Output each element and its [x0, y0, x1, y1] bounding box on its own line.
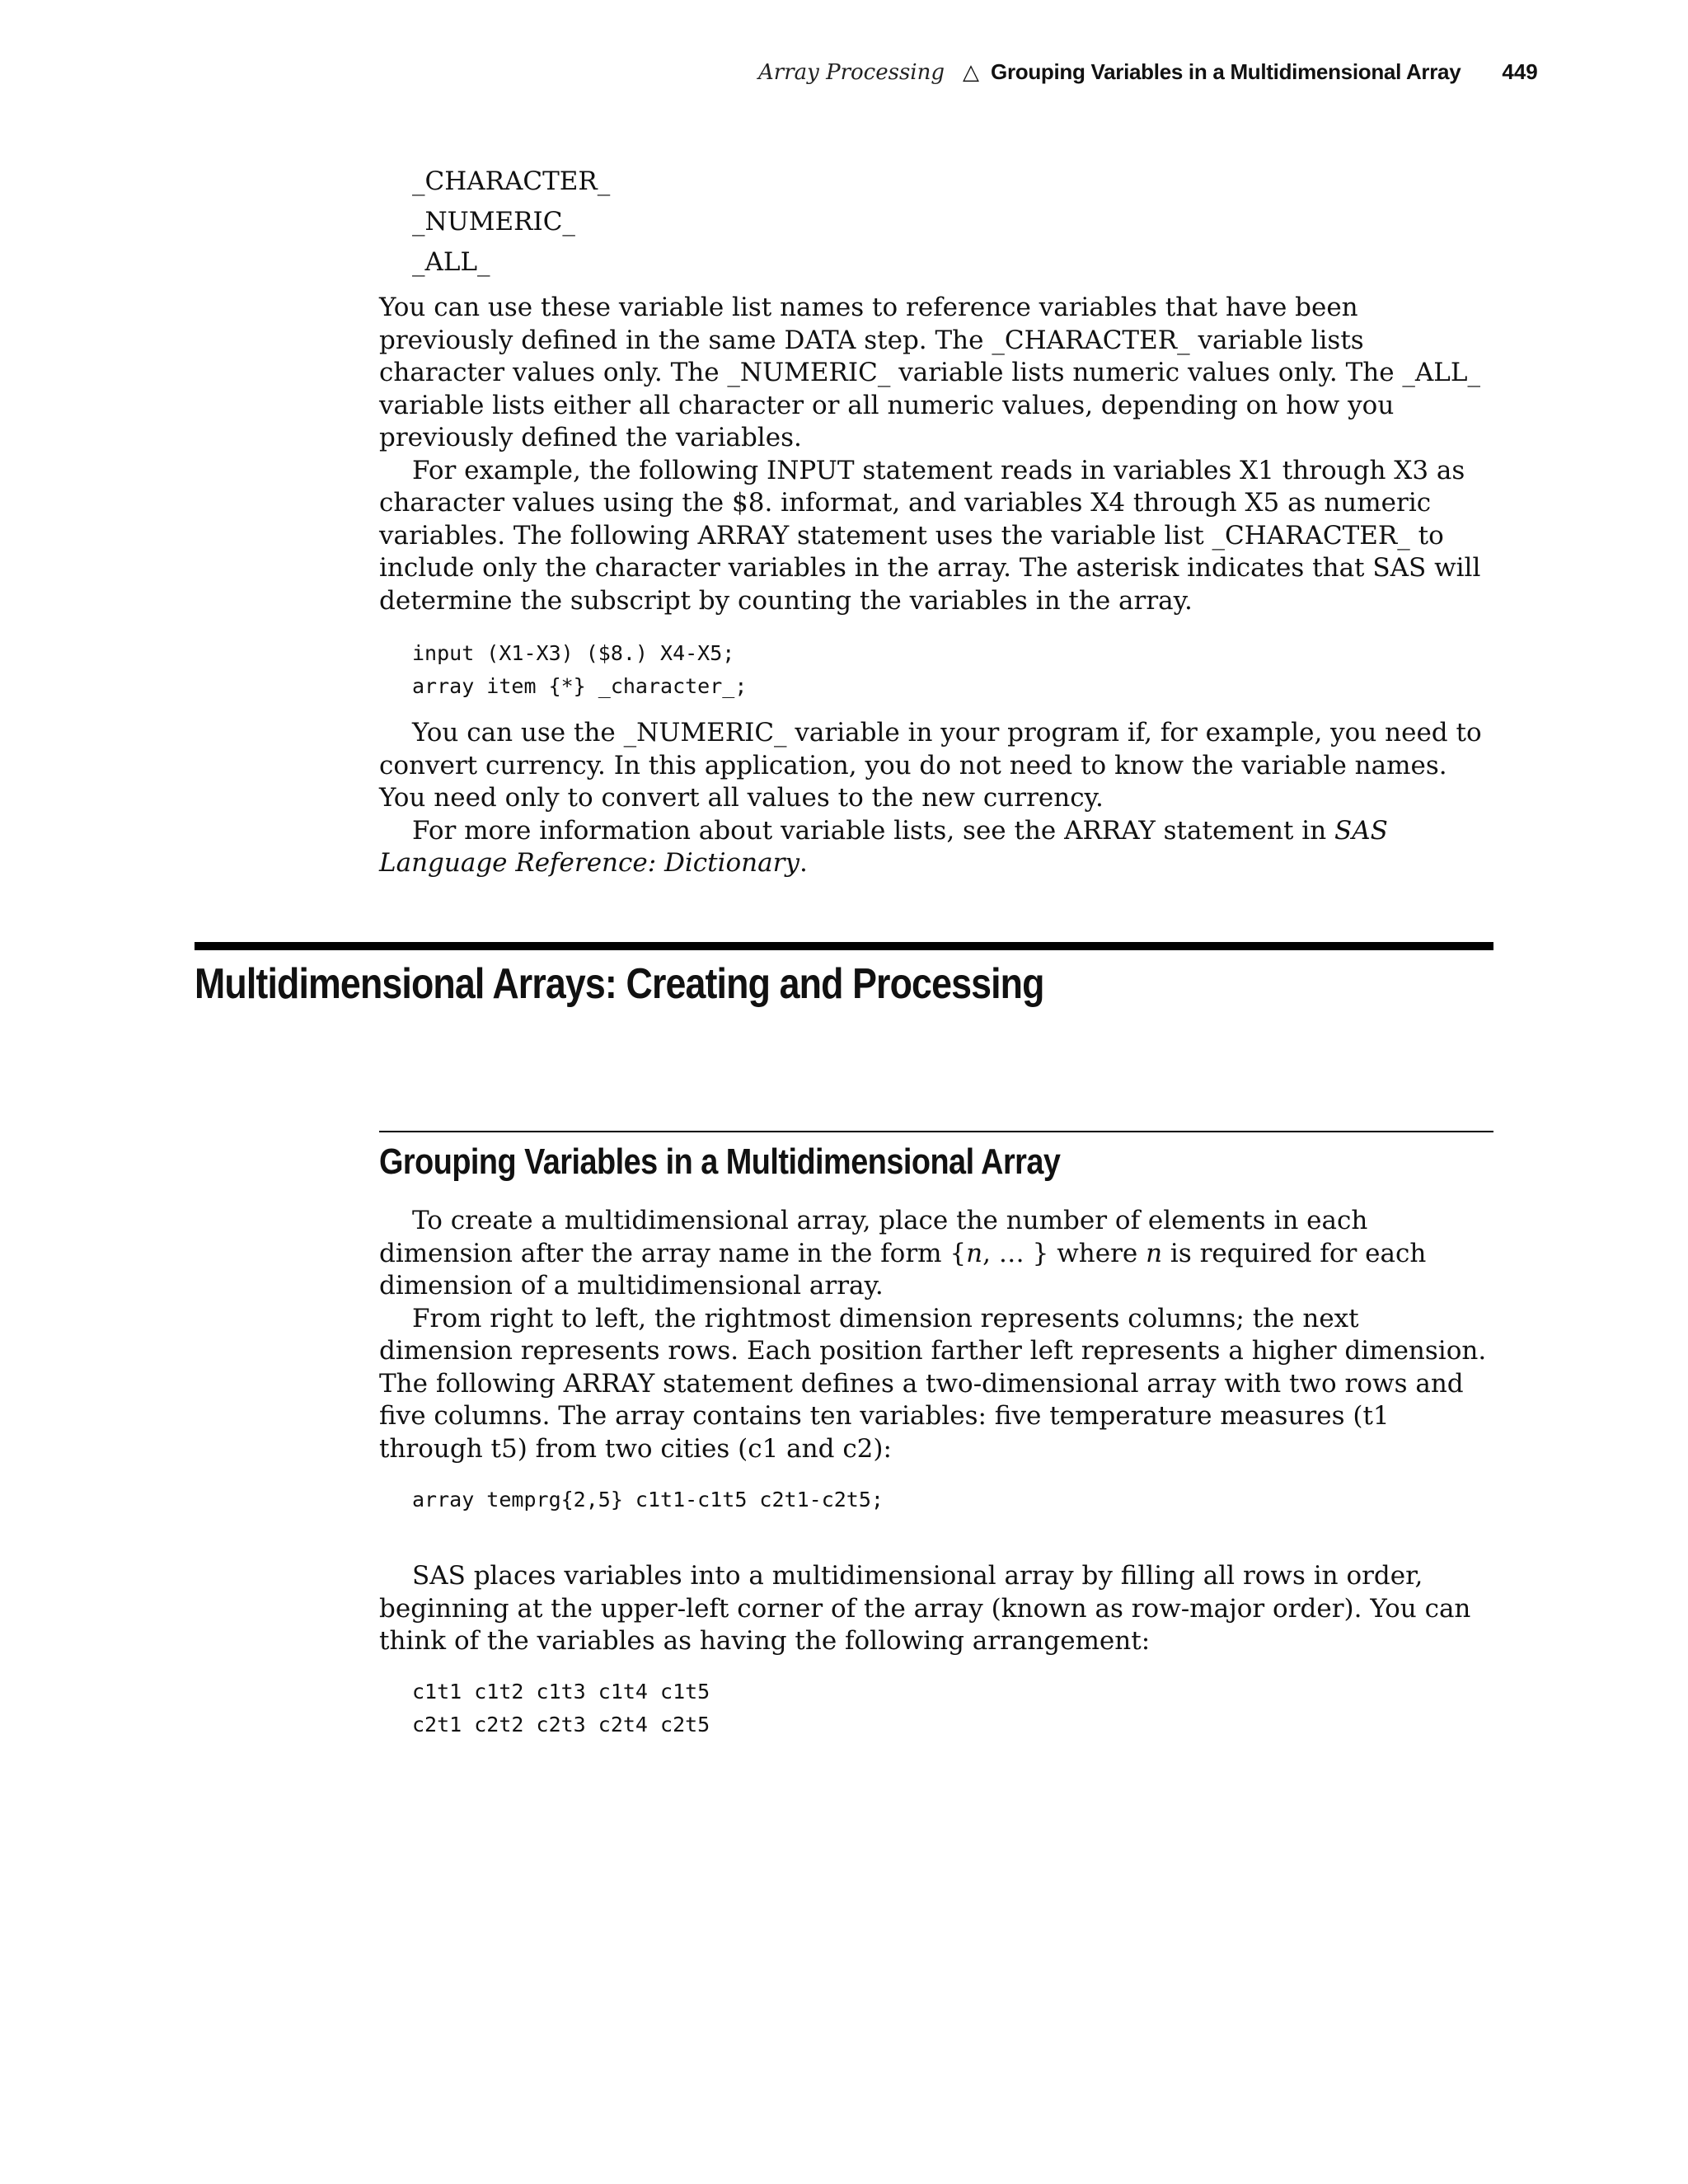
list-item: _ALL_ — [412, 247, 490, 277]
paragraph-text: For more information about variable lists, see the ARRAY statement in — [412, 815, 1335, 846]
paragraph: You can use these variable list names to reference variables that have been previously defined in the same DATA step. The _CHARACTER_ variable lists character values only. The _NUMERIC_ variable lists numeric values only. The _ALL_ variable lists either all character or all numeric values, depending on how you previously defined the variables. — [379, 293, 1480, 452]
intro-text — [379, 292, 1493, 617]
section-rule — [195, 942, 1493, 950]
subsection-text-2 — [379, 1560, 1493, 1658]
chapter-title: Array Processing — [758, 60, 945, 85]
paragraph: From right to left, the rightmost dimension represents columns; the next dimension represents rows. Each position farther left represents a higher dimension. The following ARRAY statement defines a two-dimensional array with two rows and five columns. The array contains ten variables: five temperature measures (t1 through t5) from two cities (c1 and c2): — [379, 1303, 1487, 1464]
intro-text-2 — [379, 717, 1493, 880]
paragraph — [379, 815, 1493, 880]
paragraph-end: . — [799, 848, 808, 878]
paragraph: You can use the _NUMERIC_ variable in your program if, for example, you need to convert currency. In this application, you do not need to know the variable names. You need only to convert all values to the new currency. — [379, 718, 1482, 813]
code-line: array item {*} _character_; — [412, 674, 748, 698]
subsection-rule — [379, 1131, 1493, 1132]
code-line: c2t1 c2t2 c2t3 c2t4 c2t5 — [412, 1713, 710, 1736]
paragraph: SAS places variables into a multidimensional array by filling all rows in order, beginning at the upper-left corner of the array (known as row-major order). You can think of the variables as having the following arrangement: — [379, 1561, 1471, 1656]
paragraph-text: , … } where — [982, 1238, 1146, 1268]
subsection-heading: Grouping Variables in a Multidimensional Array — [379, 1141, 1061, 1182]
list-item: _CHARACTER_ — [412, 166, 611, 196]
subsection-text — [379, 1205, 1493, 1465]
paragraph: For example, the following INPUT statement reads in variables X1 through X3 as character values using the $8. informat, and variables X4 through X5 as numeric variables. The following ARRAY statement uses the variable list _CHARACTER_ to include only the character variables in the array. The asterisk indicates that SAS will determine the subscript by counting the variables in the array. — [379, 455, 1481, 616]
variable-list-names — [412, 162, 610, 283]
page-number: 449 — [1502, 59, 1538, 84]
code-line: array temprg{2,5} c1t1-c1t5 c2t1-c2t5; — [412, 1488, 884, 1511]
running-header — [758, 59, 1538, 85]
paragraph-text: To create a multidimensional array, place the number of elements in each dimension after the array name in the form { — [379, 1206, 1368, 1268]
code-line: input (X1-X3) ($8.) X4-X5; — [412, 641, 735, 665]
variable-n: n — [1146, 1238, 1163, 1268]
section-title: Grouping Variables in a Multidimensional Array — [991, 59, 1461, 84]
list-item: _NUMERIC_ — [412, 207, 575, 237]
code-line: c1t1 c1t2 c1t3 c1t4 c1t5 — [412, 1680, 710, 1704]
paragraph-text: is required for each dimension of a multidimensional array. — [379, 1238, 1427, 1301]
section-heading: Multidimensional Arrays: Creating and Processing — [195, 960, 1044, 1008]
paragraph — [379, 1205, 1493, 1303]
variable-n: n — [966, 1238, 983, 1268]
triangle-icon: △ — [963, 60, 980, 85]
code-block — [379, 1483, 1493, 1516]
book-title: SAS Language Reference: Dictionary — [379, 815, 1388, 878]
code-block — [379, 637, 1493, 703]
code-block — [379, 1675, 1493, 1741]
